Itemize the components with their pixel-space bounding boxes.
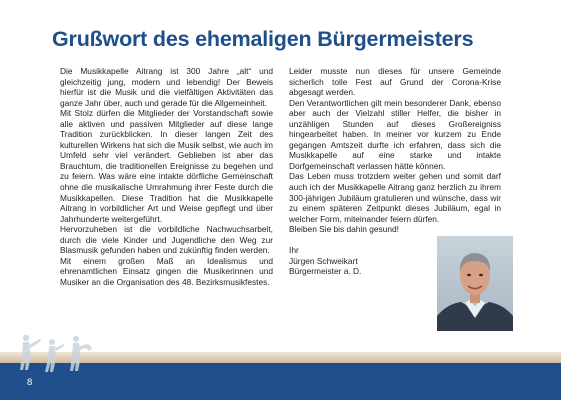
- page-title: Grußwort des ehemaligen Bürgermeisters: [52, 27, 474, 51]
- page-number: 8: [27, 377, 33, 388]
- paragraph: Die Musikkapelle Aitrang ist 300 Jahre „alt“ und gleichzeitig jung, modern und lebendig! Der Beweis hierfür ist die Musik und die vielfältigen Aktivitäten das ganze Jahr über, auch und gerade für die Allgemeinheit.: [60, 66, 273, 108]
- portrait-illustration: [437, 236, 513, 331]
- paragraph: Mit Stolz dürfen die Mitglieder der Vorstandschaft sowie alle aktiven und passiven Mitglieder auf diese lange Tradition zurückblicken. In dieser langen Zeit des kulturellen Wirkens hat sich die Musik selbst, wie auch im Umfeld sehr viel verändert. Geblieben ist aber das Brauchtum, die traditionellen Ereignisse zu begehen und zu feiern. Was wäre eine intakte dörfliche Gemeinschaft ohne die musikalische Umrahmung ihrer Feste durch die Musikkapellen. Diese Tradition hat die Musikkapelle Aitrang in vorbildlicher Art und Weise gepflegt und über Jahrhunderte weitergeführt.: [60, 108, 273, 224]
- paragraph: Leider musste nun dieses für unsere Gemeinde sicherlich tolle Fest auf Grund der Corona-Krise abgesagt werden.: [289, 66, 501, 98]
- paragraph: Mit einem großen Maß an Idealismus und ehrenamtlichen Einsatz gingen die Musikerinnen und Musiker an die Organisation des 48. Bezirksmusikfestes.: [60, 255, 273, 287]
- paragraph: Bleiben Sie bis dahin gesund!: [289, 224, 399, 235]
- paragraph: Den Verantwortlichen gilt mein besonderer Dank, ebenso aber auch der Vielzahl stiller Helfer, die bisher in unzähligen Stunden auf dieses Großereigniss hingearbeitet haben. In meiner vor kurzem zu Ende gegangen Amtszeit durfte ich erfahren, dass sich die Musikkapelle auf eine starke und intakte Dorfgemeinschaft verlassen hätte können.: [289, 97, 501, 171]
- musicians-silhouette-icon: [4, 330, 114, 380]
- signature-name: Jürgen Schweikart: [289, 255, 358, 266]
- paragraph: Hervorzuheben ist die vorbildliche Nachwuchsarbeit, durch die viele Kinder und Jugendliche den Weg zur Blasmusik gefunden haben und zukünftig finden werden.: [60, 224, 273, 256]
- left-text-column: [60, 66, 273, 287]
- signature-greeting: Ihr: [289, 245, 299, 256]
- mayor-portrait: [437, 236, 513, 331]
- signature-role: Bürgermeister a. D.: [289, 266, 362, 277]
- paragraph: Das Leben muss trotzdem weiter gehen und somit darf auch ich der Musikkapelle Aitrang ganz herzlich zu ihrem 300-jährigen Jubiläum gratulieren und wünsche, dass wir zu einem späteren Zeitpunkt dieses Jubiläum, egal in welcher Form, miteinander feiern dürfen.: [289, 171, 501, 224]
